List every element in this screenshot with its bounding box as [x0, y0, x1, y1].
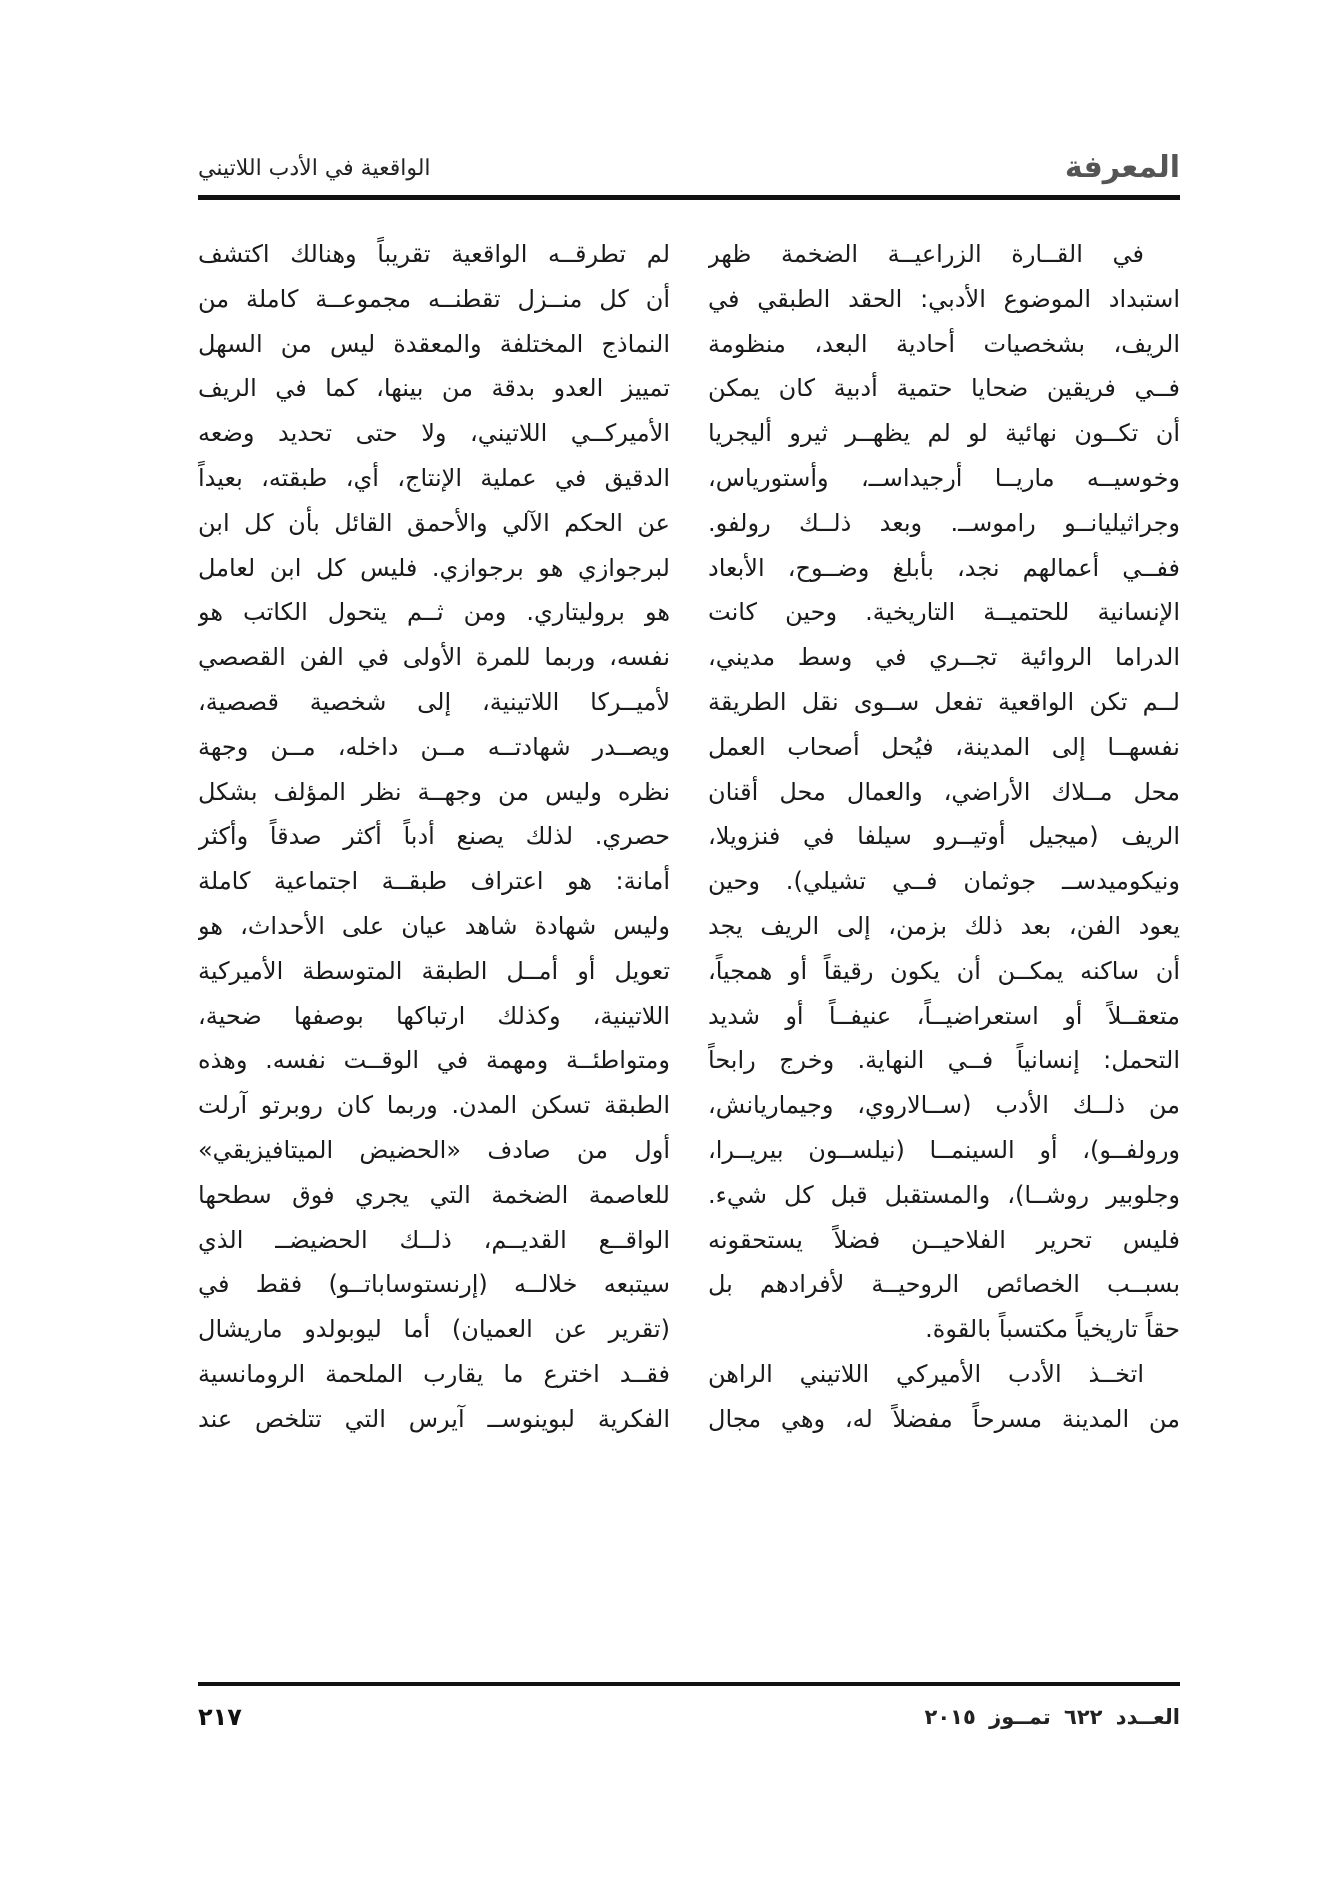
- text-line: الأميركــي اللاتيني، ولا حتى تحديد وضعه: [198, 419, 670, 448]
- text-line: اللاتينية، وكذلك ارتباكها بوصفها ضحية،: [198, 1001, 670, 1030]
- page-header: [198, 150, 1180, 190]
- text-line: محل مــلاك الأراضي، والعمال محل أقنان: [708, 777, 1180, 806]
- text-line: لــم تكن الواقعية تفعل ســوى نقل الطريقة: [708, 687, 1180, 716]
- text-line: التحمل: إنسانياً فــي النهاية. وخرج رابحاً: [708, 1046, 1180, 1075]
- text-line: الفكرية لبوينوســ آيرس التي تتلخص عند: [198, 1404, 670, 1433]
- page-footer: [198, 1700, 1180, 1740]
- text-line: أن كل منــزل تقطنــه مجموعــة كاملة من: [198, 284, 670, 313]
- text-line: حقاً تاريخياً مكتسباً بالقوة.: [925, 1315, 1180, 1344]
- text-line: نظره وليس من وجهــة نظر المؤلف بشكل: [198, 777, 670, 806]
- text-line: لأميــركا اللاتينية، إلى شخصية قصصية،: [198, 687, 670, 716]
- text-line: في القــارة الزراعيــة الضخمة ظهر: [708, 240, 1144, 268]
- text-line: اتخــذ الأدب الأميركي اللاتيني الراهن: [708, 1359, 1144, 1388]
- text-line: فقــد اخترع ما يقارب الملحمة الرومانسية: [198, 1359, 670, 1388]
- text-line: أن تكــون نهائية لو لم يظهــر ثيرو أليجريا: [708, 419, 1180, 448]
- text-line: وليس شهادة شاهد عيان على الأحداث، هو: [198, 911, 670, 940]
- magazine-logo: المعرفة: [1064, 150, 1180, 185]
- text-line: ومتواطئــة ومهمة في الوقــت نفسه. وهذه: [198, 1046, 670, 1075]
- page-number: ٢١٧: [198, 1703, 242, 1731]
- text-line: متعقــلاً أو استعراضيــاً، عنيفــاً أو شديد: [708, 1001, 1180, 1030]
- text-line: الدقيق في عملية الإنتاج، أي، طبقته، بعيداً: [198, 463, 670, 492]
- text-line: تمييز العدو بدقة من بينها، كما في الريف: [198, 374, 670, 403]
- left-column: [198, 232, 670, 1442]
- text-line: من المدينة مسرحاً مفضلاً له، وهي مجال: [708, 1404, 1180, 1433]
- text-line: عن الحكم الآلي والأحمق القائل بأن كل ابن: [198, 508, 670, 537]
- text-line: لم تطرقــه الواقعية تقريباً وهنالك اكتشف: [198, 240, 670, 268]
- text-line: النماذج المختلفة والمعقدة ليس من السهل: [198, 329, 670, 358]
- text-line: سيتبعه خلالــه (إرنستوساباتــو) فقط في: [198, 1270, 670, 1299]
- text-line: ورولفــو)، أو السينمــا (نيلســون بيريــرا،: [708, 1135, 1180, 1164]
- text-line: ونيكوميدســ جوثمان فــي تشيلي). وحين: [708, 867, 1180, 896]
- text-line: وجراثيليانــو راموســ. وبعد ذلــك رولفو.: [708, 508, 1180, 537]
- text-line: هو بروليتاري. ومن ثــم يتحول الكاتب هو: [198, 598, 670, 627]
- text-line: (تقرير عن العميان) أما ليوبولدو ماريشال: [198, 1315, 670, 1344]
- text-line: الريف، بشخصيات أحادية البعد، منظومة: [708, 329, 1180, 358]
- text-line: أول من صادف «الحضيض الميتافيزيقي»: [198, 1135, 670, 1164]
- text-line: تعويل أو أمــل الطبقة المتوسطة الأميركية: [198, 956, 670, 985]
- text-line: نفسهــا إلى المدينة، فيُحل أصحاب العمل: [708, 732, 1180, 761]
- text-line: أن ساكنه يمكــن أن يكون رقيقاً أو همجياً،: [708, 956, 1180, 985]
- footer-rule: [198, 1682, 1180, 1686]
- text-line: لبرجوازي هو برجوازي. فليس كل ابن لعامل: [198, 553, 670, 582]
- text-line: فــي فريقين ضحايا حتمية أدبية كان يمكن: [708, 374, 1180, 403]
- text-line: الواقــع القديــم، ذلــك الحضيضــ الذي: [198, 1225, 670, 1254]
- header-rule: [198, 195, 1180, 200]
- text-line: ففــي أعمالهم نجد، بأبلغ وضــوح، الأبعاد: [708, 553, 1180, 582]
- text-line: بسبــب الخصائص الروحيــة لأفرادهم بل: [708, 1270, 1180, 1299]
- issue-info: العــدد ٦٢٢ تمــوز ٢٠١٥: [924, 1705, 1180, 1729]
- text-line: من ذلــك الأدب (ســالاروي، وجيماريانش،: [708, 1091, 1180, 1120]
- text-line: حصري. لذلك يصنع أدباً أكثر صدقاً وأكثر: [198, 822, 670, 851]
- text-line: الريف (ميجيل أوتيــرو سيلفا في فنزويلا،: [708, 822, 1180, 851]
- text-line: للعاصمة الضخمة التي يجري فوق سطحها: [198, 1180, 670, 1209]
- text-line: استبداد الموضوع الأدبي: الحقد الطبقي في: [708, 284, 1180, 313]
- text-line: أمانة: هو اعتراف طبقــة اجتماعية كاملة: [198, 867, 670, 896]
- running-title: الواقعية في الأدب اللاتيني: [198, 156, 431, 181]
- text-line: فليس تحرير الفلاحيــن فضلاً يستحقونه: [708, 1225, 1180, 1254]
- text-line: الإنسانية للحتميــة التاريخية. وحين كانت: [708, 598, 1180, 627]
- text-line: يعود الفن، بعد ذلك بزمن، إلى الريف يجد: [708, 911, 1180, 940]
- right-column: [708, 232, 1180, 1442]
- text-line: الدراما الروائية تجــري في وسط مديني،: [708, 643, 1180, 672]
- text-line: وجلوبير روشــا)، والمستقبل قبل كل شيء.: [708, 1180, 1180, 1209]
- text-line: وخوسيــه ماريــا أرجيداســ، وأستورياس،: [708, 463, 1180, 492]
- text-line: الطبقة تسكن المدن. وربما كان روبرتو آرلت: [198, 1091, 670, 1120]
- text-line: نفسه، وربما للمرة الأولى في الفن القصصي: [198, 643, 670, 672]
- text-line: ويصــدر شهادتــه مــن داخله، مــن وجهة: [198, 732, 670, 761]
